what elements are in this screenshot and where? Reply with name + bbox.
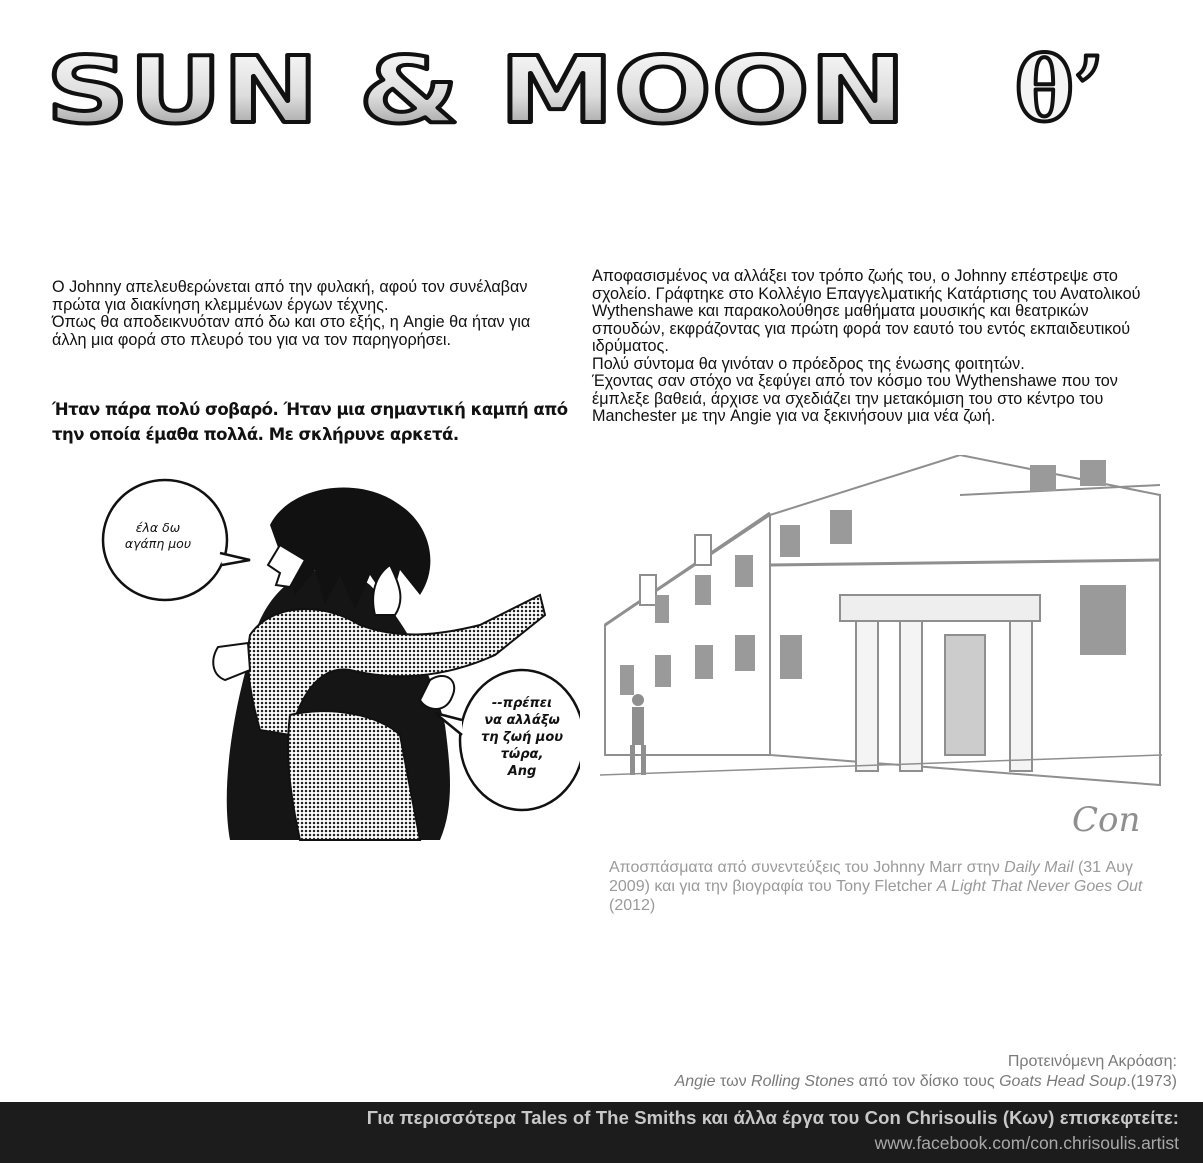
caption-part-3: (2012) [609, 897, 656, 914]
bubble-right-text [468, 695, 576, 780]
quote-line-2: την οποία έμαθα πολλά. Με σκλήρυνε αρκετά. [52, 425, 459, 444]
bubble-left-line-2: αγάπη μου [124, 536, 192, 551]
artist-signature: Con [1072, 800, 1141, 840]
column-left [856, 621, 878, 771]
listening-band: Rolling Stones [751, 1073, 855, 1090]
title-logo [40, 40, 1160, 140]
footer-promo-text: Για περισσότερα Tales of The Smiths και άλλα έργα του Con Chrisoulis (Κων) επισκεφτείτε: [366, 1107, 1179, 1128]
suggested-listening [675, 1052, 1177, 1092]
building-door [945, 635, 985, 755]
bubble-right-line-3: τη ζωή μου [480, 730, 564, 745]
man-hair [270, 488, 430, 610]
quote-line-1: Ήταν πάρα πολύ σοβαρό. Ήταν μια σημαντική καμπή από [52, 400, 568, 419]
bubble-left-text [108, 520, 208, 552]
right-text-block [592, 268, 1166, 426]
caption-part-1: Αποσπάσματα από συνεντεύξεις του Johnny Marr στην [609, 859, 1005, 876]
title-text: SUN & MOON [46, 40, 907, 140]
listening-heading: Προτεινόμενη Ακρόαση: [1007, 1053, 1177, 1070]
column-right [1010, 621, 1032, 771]
listening-mid-1: των [715, 1073, 752, 1090]
right-paragraph-2: Πολύ σύντομα θα γινόταν ο πρόεδρος της ένωσης φοιτητών. [592, 354, 1025, 373]
right-paragraph-1: Αποφασισμένος να αλλάξει τον τρόπο ζωής του, ο Johnny επέστρεψε στο σχολείο. Γράφτηκε στο Κολλέγιο Επαγγελματικής Κατάρτισης του Ανατολικού Wythenshawe και παρακολούθησε μαθήματα μουσικής και θεατρικών σπουδών, εκφράζοντας για πρώτη φορά τον εαυτό του εντός εκπαιδευτικού ιδρύματος. [592, 267, 1141, 355]
left-paragraph-1: Ο Johnny απελευθερώνεται από την φυλακή, αφού τον συνέλαβαν πρώτα για διακίνηση κλεμμένων έργων τέχνης. [52, 278, 528, 314]
listening-details [675, 1072, 1177, 1092]
bubble-left-line-1: έλα δω [135, 520, 181, 535]
footer-facebook-link[interactable]: www.facebook.com/con.chrisoulis.artist [874, 1133, 1179, 1153]
caption-daily-mail: Daily Mail [1004, 859, 1074, 876]
interview-quote [52, 397, 568, 447]
bubble-right-line-4: τώρα, [500, 747, 544, 762]
bubble-right-line-2: να αλλάξω [484, 713, 560, 728]
caption-part-2: (31 Αυγ 2009) και για την βιογραφία του Tony Fletcher [609, 859, 1133, 895]
left-text-block [52, 279, 532, 349]
source-caption [609, 858, 1169, 915]
caption-book-title: A Light That Never Goes Out [936, 878, 1143, 895]
listening-album: Goats Head Soup [999, 1073, 1127, 1090]
listening-song: Angie [674, 1073, 716, 1090]
college-building-illustration [600, 455, 1162, 850]
hand-left [213, 643, 250, 680]
bubble-right-line-1: --πρέπει [491, 696, 553, 711]
right-paragraph-3: Έχοντας σαν στόχο να ξεφύγει από τον κόσμο του Wythenshawe που τον έμπλεξε βαθειά, άρχισε να σχεδιάζει την μετακόμιση του στο κέντρο του Manchester με την Angie για να ξεκινήσουν μια νέα ζωή. [592, 372, 1118, 425]
column-mid [900, 621, 922, 771]
listening-year: .(1973) [1126, 1073, 1177, 1090]
listening-mid-2: από τον δίσκο τους [854, 1073, 1000, 1090]
episode-number: θ’ [1015, 40, 1105, 140]
portico-roof [840, 595, 1040, 621]
left-paragraph-2: Όπως θα αποδεικνυόταν από δω και στο εξής, η Angie θα ήταν για άλλη μια φορά στο πλευρό του για να τον παρηγορήσει. [52, 313, 531, 349]
bubble-right-line-5: Ang [507, 764, 537, 779]
